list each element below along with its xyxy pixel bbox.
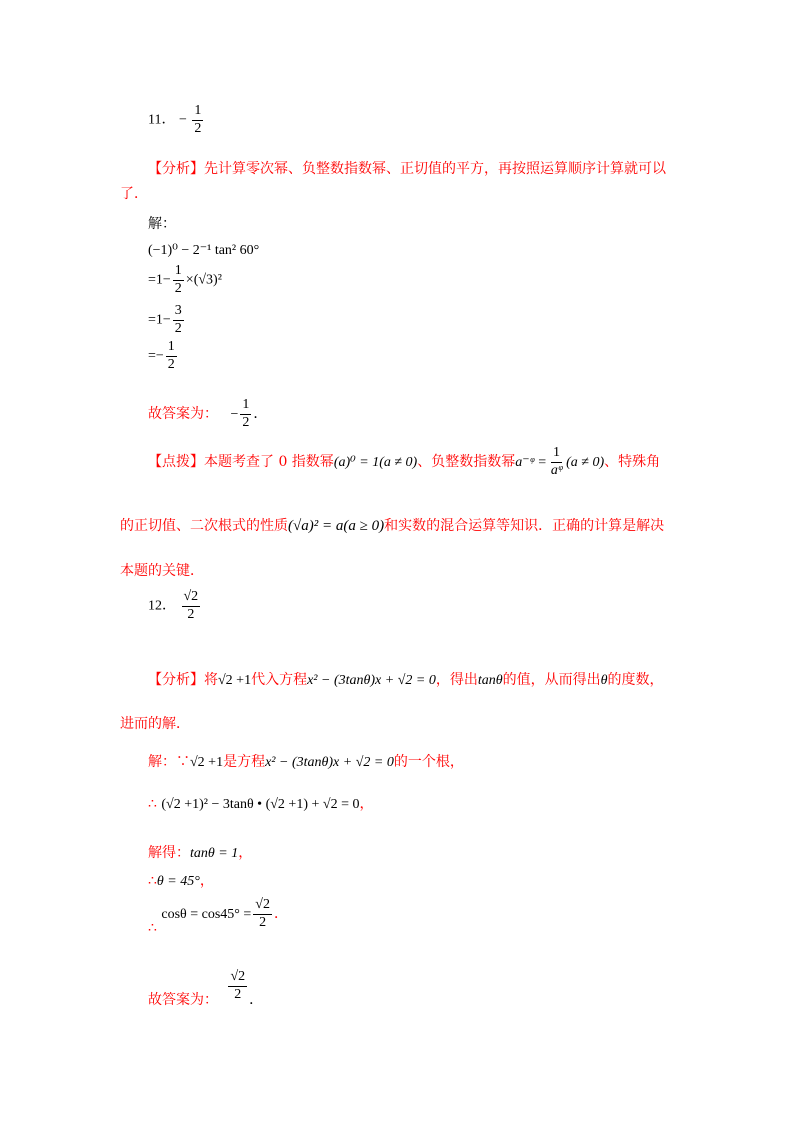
q12-step1-f2: x² − (3tanθ)x + √2 = 0 [265,755,394,770]
q11-line3-numerator: 3 [173,304,184,321]
q12-step4 [148,870,214,890]
q11-line2-denominator: 2 [174,280,182,296]
q12-step1-end: 的一个根， [393,754,464,770]
q11-final-label: 故答案为： [148,406,218,423]
q12-step5-fraction [253,898,272,930]
q12-answer-denominator: 2 [187,606,195,622]
q11-final-answer [148,398,267,430]
q11-step-line2 [148,264,222,296]
q12-step2-end: ， [359,796,374,812]
q12-final-answer [148,970,263,1009]
q11-line3-fraction [173,304,184,336]
q12-step4-formula: θ = 45° [156,874,200,889]
q11-final-numerator: 1 [240,398,251,415]
q11-tip-text2: 、负整数指数幂 [417,454,516,471]
q11-tip-text4: 的正切值、二次根式的性质 [120,518,288,534]
q11-final-fraction [240,398,251,430]
q12-answer-numerator: √2 [182,590,201,607]
q11-number: 11． [148,112,176,128]
q11-analysis-line1 [148,158,666,178]
q11-tip-tag: 【点拨】 [148,454,204,471]
q11-tip-text5: 和实数的混合运算等知识．正确的计算是解决 [384,518,665,534]
q11-tip-formula2-lhs: a⁻ᵠ = [515,455,547,471]
q12-analysis-f2: x² − (3tanθ)x + √2 = 0 [307,673,436,688]
q11-answer-line [148,104,205,136]
q12-analysis-f3: tanθ [477,673,503,688]
q11-line4-fraction [166,340,177,372]
q11-analysis-text1: 先计算零次幂、负整数指数幂、正切值的平方，再按照运算顺序计算就可以 [204,161,666,177]
q11-line2-fraction [173,264,184,296]
q12-step2-therefore: ∴ [148,796,157,812]
q11-line2-numerator: 1 [173,264,184,281]
q12-answer-line [148,590,202,622]
q12-step1-text: 是方程 [223,754,266,770]
q11-tip-text3: 、特殊角 [604,454,661,471]
q11-line4-denominator: 2 [167,356,175,372]
q12-step3-end: ， [238,845,253,861]
q12-step5-therefore: ∴ [148,920,157,937]
q11-final-sign: − [230,407,239,423]
q12-step3-formula: tanθ = 1 [190,846,239,861]
q12-step3 [148,842,252,862]
q11-line2-prefix: =1− [148,272,171,288]
q12-step1-f1: √2 +1 [190,755,224,770]
q12-analysis-text2: 代入方程 [251,672,308,688]
q11-solve-label: 解： [148,216,176,232]
q12-step1-label: 解：∵ [148,754,190,770]
q11-tip-formula2-numerator: 1 [551,446,562,463]
q11-line2-rest: ×(√3)² [185,272,222,288]
q12-analysis-text6: 进而的解． [120,716,190,732]
q11-answer-numerator: 1 [192,104,203,121]
q12-final-end: ． [249,992,264,1009]
q11-tip-text1: 本题考查了 0 指数幂 [204,454,334,471]
q11-final-denominator: 2 [242,414,250,430]
q12-analysis-text5: 的度数， [607,672,664,688]
q12-analysis-f1: √2 +1 [218,673,252,688]
q11-answer-sign: − [178,112,187,128]
q11-step-line3 [148,304,186,336]
q11-tip-formula2-denominator: aᵠ [550,462,563,478]
q11-tip-formula1: (a)⁰ = 1(a ≠ 0) [333,455,418,471]
q12-step5 [148,898,288,936]
q11-analysis-tag: 【分析】 [148,161,204,177]
q12-step5-end: ． [273,906,288,923]
q12-number: 12． [148,598,176,614]
q11-tip-formula2-rhs: (a ≠ 0) [566,455,605,471]
q12-step5-formula: cosθ = cos45° = [161,907,252,923]
q12-step2-formula: (√2 +1)² − 3tanθ • (√2 +1) + √2 = 0 [161,797,360,812]
q12-step5-numerator: √2 [253,898,272,915]
q11-tip-text6: 本题的关键． [120,563,204,579]
q12-step4-therefore: ∴ [148,873,157,889]
q12-final-label: 故答案为： [148,992,218,1009]
q11-tip-line2 [120,515,664,535]
q11-final-end: ． [253,406,268,423]
q12-final-numerator: √2 [228,970,247,987]
q12-step4-end: ， [199,873,214,889]
q12-answer-fraction [182,590,201,622]
q12-final-denominator: 2 [234,986,242,1002]
q12-analysis-line1 [148,669,664,689]
q12-final-fraction [228,970,247,1002]
q12-step3-label: 解得： [148,845,190,861]
q11-step-line4 [148,340,179,372]
q11-line3-prefix: =1− [148,312,171,328]
q11-line3-denominator: 2 [174,320,182,336]
q11-step-line1: (−1)⁰ − 2⁻¹ tan² 60° [148,243,260,258]
q12-analysis-text4: 的值，从而得出 [502,672,601,688]
q11-answer-fraction [192,104,203,136]
q12-step1 [148,751,464,771]
q11-analysis-text2: 了． [120,186,148,202]
q12-step5-denominator: 2 [259,914,267,930]
q12-analysis-text1: 将 [204,672,218,688]
q11-tip-line1 [148,446,660,478]
q11-line4-prefix: =− [148,348,164,364]
q11-line4-numerator: 1 [166,340,177,357]
q11-tip-formula2-fraction [549,446,564,478]
q11-tip-formula3: (√a)² = a(a ≥ 0) [288,518,385,534]
q12-analysis-tag: 【分析】 [148,672,204,688]
q11-answer-denominator: 2 [194,120,202,136]
q12-step2 [148,793,373,813]
q12-analysis-text3: ，得出 [435,672,478,688]
q12-analysis-f4: θ [600,673,608,688]
